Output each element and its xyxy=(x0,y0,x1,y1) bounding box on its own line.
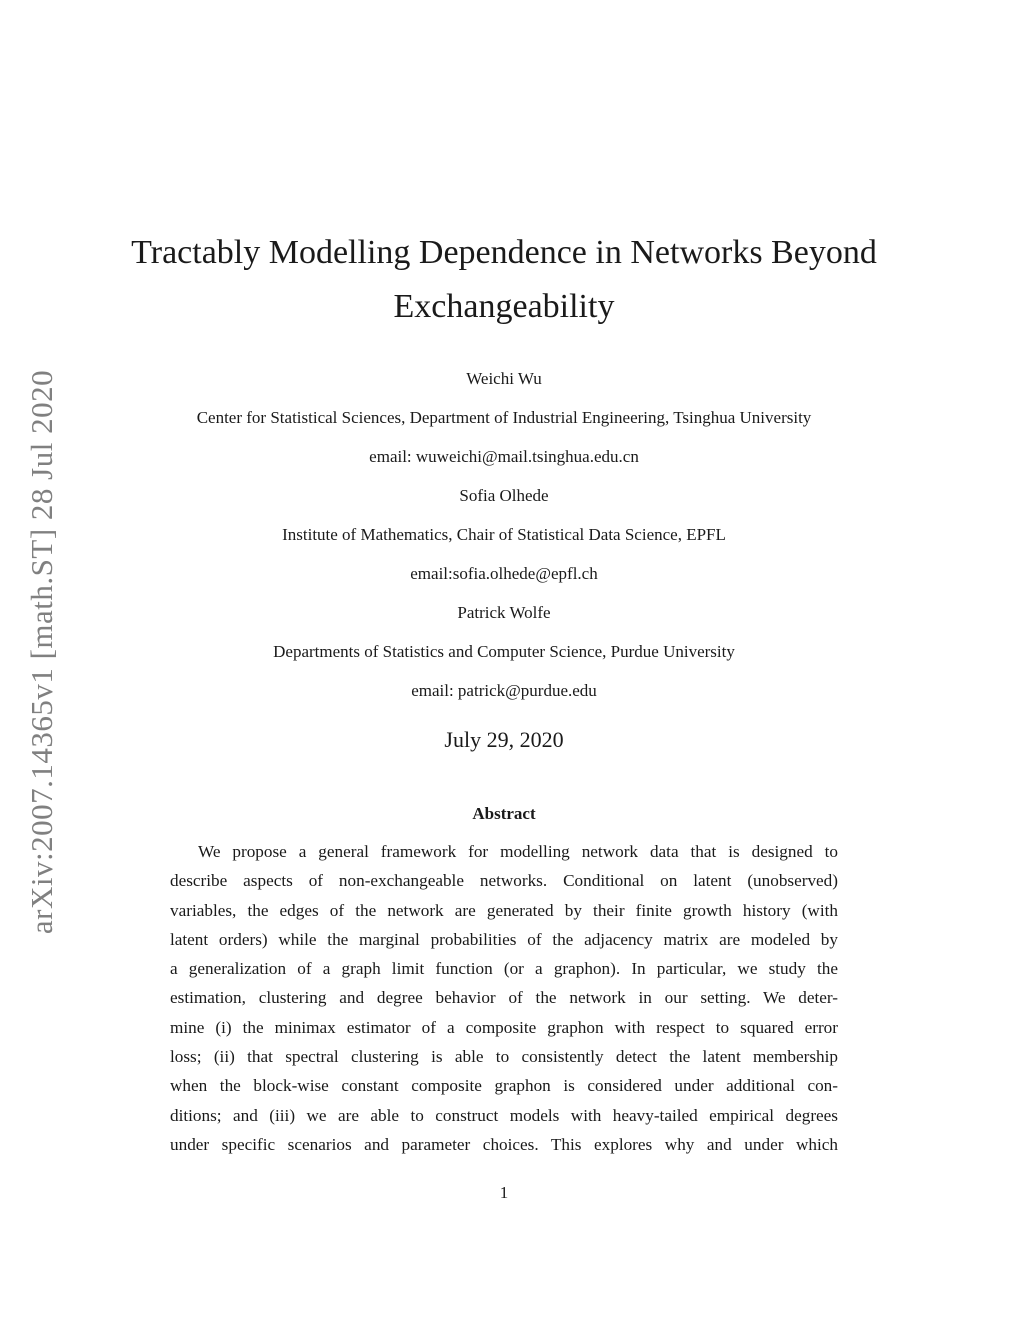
author-name-1: Weichi Wu xyxy=(466,369,542,388)
abstract-line: describe aspects of non-exchangeable networks. Conditional on latent (unobserved) xyxy=(170,871,838,891)
abstract-heading: Abstract xyxy=(472,804,536,823)
paper-title-line-2: Exchangeability xyxy=(393,288,615,325)
abstract-body xyxy=(170,837,838,1159)
abstract-line: under specific scenarios and parameter choices. This explores why and under which xyxy=(170,1134,838,1154)
author-name-2: Sofia Olhede xyxy=(459,486,549,505)
author-affiliation-1: Center for Statistical Sciences, Department of Industrial Engineering, Tsinghua University xyxy=(196,408,812,427)
abstract-line: loss; (ii) that spectral clustering is able to consistently detect the latent membership xyxy=(170,1047,838,1067)
author-affiliation-2: Institute of Mathematics, Chair of Statistical Data Science, EPFL xyxy=(282,525,726,544)
abstract-line: estimation, clustering and degree behavior of the network in our setting. We deter- xyxy=(170,988,838,1008)
arxiv-identifier-stamp: arXiv:2007.14365v1 [math.ST] 28 Jul 2020 xyxy=(24,369,59,935)
abstract-line: a generalization of a graph limit function (or a graphon). In particular, we study the xyxy=(170,959,838,979)
abstract-line: We propose a general framework for modelling network data that is designed to xyxy=(198,842,838,861)
author-name-3: Patrick Wolfe xyxy=(457,603,551,622)
paper-title xyxy=(100,226,908,334)
author-email-2: email:sofia.olhede@epfl.ch xyxy=(410,564,598,583)
abstract-line: variables, the edges of the network are generated by their finite growth history (with xyxy=(170,900,838,920)
paper-title-line-1: Tractably Modelling Dependence in Networks Beyond xyxy=(131,234,877,271)
author-affiliation-3: Departments of Statistics and Computer Science, Purdue University xyxy=(273,642,735,661)
author-email-3: email: patrick@purdue.edu xyxy=(411,681,597,700)
abstract-line: when the block-wise constant composite graphon is considered under additional con- xyxy=(170,1076,838,1096)
publication-date: July 29, 2020 xyxy=(444,727,564,752)
page-number: 1 xyxy=(499,1183,509,1202)
abstract-line: mine (i) the minimax estimator of a composite graphon with respect to squared error xyxy=(170,1017,838,1037)
abstract-line: ditions; and (iii) we are able to construct models with heavy-tailed empirical degrees xyxy=(170,1105,838,1125)
author-email-1: email: wuweichi@mail.tsinghua.edu.cn xyxy=(369,447,639,466)
abstract-line: latent orders) while the marginal probabilities of the adjacency matrix are modeled by xyxy=(170,929,838,949)
